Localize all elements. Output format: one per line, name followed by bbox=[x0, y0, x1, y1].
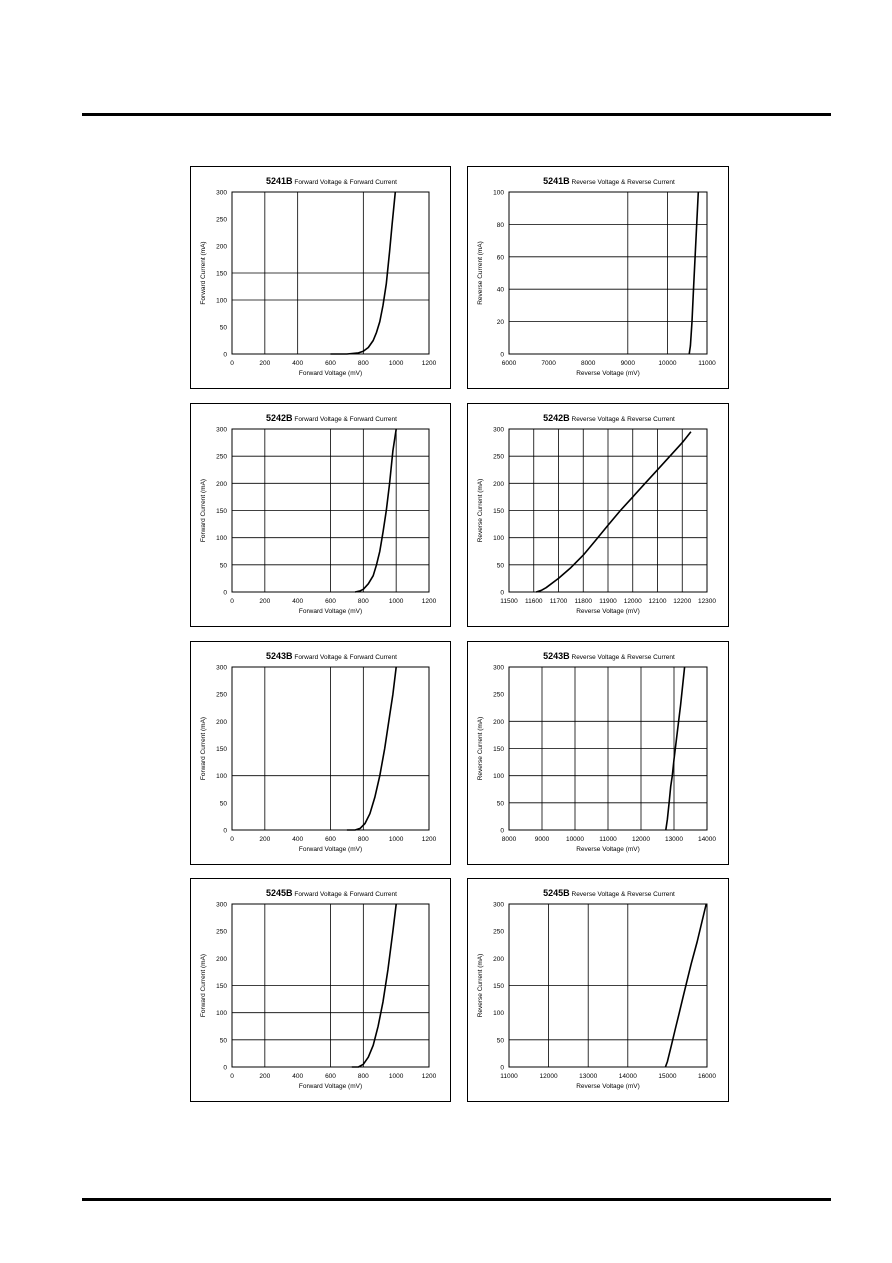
chart-panel-1 bbox=[467, 166, 729, 389]
x-tick-label: 11500 bbox=[500, 598, 518, 605]
x-tick-label: 16000 bbox=[697, 1073, 717, 1080]
x-tick-label: 200 bbox=[259, 836, 271, 843]
y-tick-label: 50 bbox=[219, 324, 227, 332]
x-tick-label: 10000 bbox=[658, 360, 677, 367]
x-tick-label: 200 bbox=[259, 360, 271, 367]
x-tick-label: 0 bbox=[230, 836, 234, 843]
y-tick-label: 50 bbox=[219, 562, 227, 570]
y-tick-label: 250 bbox=[216, 928, 227, 936]
y-tick-label: 150 bbox=[216, 270, 227, 278]
chart-title bbox=[543, 176, 675, 186]
plot-area bbox=[509, 192, 707, 354]
y-tick-label: 250 bbox=[216, 453, 227, 461]
y-tick-label: 200 bbox=[493, 955, 504, 963]
y-tick-label: 300 bbox=[216, 426, 227, 434]
chart-panel-2 bbox=[190, 403, 451, 627]
series-line bbox=[689, 192, 698, 354]
x-tick-label: 12000 bbox=[623, 598, 642, 605]
series-line bbox=[536, 432, 691, 592]
x-tick-label: 11900 bbox=[599, 598, 617, 605]
y-tick-label: 250 bbox=[493, 691, 504, 699]
chart-title-model: 5243B bbox=[543, 651, 570, 661]
x-axis-label: Reverse Voltage (mV) bbox=[576, 846, 640, 853]
x-tick-label: 800 bbox=[357, 836, 369, 843]
chart-title-desc: Reverse Voltage & Reverse Current bbox=[569, 179, 675, 186]
x-tick-label: 600 bbox=[325, 360, 336, 367]
y-tick-label: 50 bbox=[496, 800, 504, 808]
x-tick-label: 1200 bbox=[421, 1073, 437, 1080]
x-tick-label: 15000 bbox=[658, 1073, 677, 1080]
y-tick-label: 200 bbox=[216, 955, 227, 963]
y-tick-label: 150 bbox=[216, 508, 227, 515]
series-line bbox=[347, 667, 396, 830]
header-rule bbox=[82, 113, 831, 116]
chart-panel-4 bbox=[190, 641, 451, 865]
x-tick-label: 14000 bbox=[618, 1073, 637, 1080]
x-tick-label: 200 bbox=[259, 1073, 271, 1080]
chart-title-desc: Forward Voltage & Forward Current bbox=[292, 891, 397, 898]
x-tick-label: 400 bbox=[292, 360, 304, 367]
chart-title bbox=[266, 413, 397, 423]
y-axis-label: Forward Current (mA) bbox=[200, 716, 207, 781]
y-axis-label: Reverse Current (mA) bbox=[477, 241, 484, 305]
y-tick-label: 100 bbox=[493, 535, 504, 543]
chart-title-desc: Reverse Voltage & Reverse Current bbox=[569, 416, 675, 423]
y-tick-label: 250 bbox=[216, 216, 227, 224]
chart-panel-3 bbox=[467, 403, 729, 627]
x-tick-label: 600 bbox=[325, 1073, 336, 1080]
x-tick-label: 13000 bbox=[664, 836, 684, 843]
x-tick-label: 12300 bbox=[697, 598, 717, 605]
chart-title bbox=[543, 888, 675, 898]
x-tick-label: 800 bbox=[357, 1073, 369, 1080]
y-tick-label: 200 bbox=[216, 480, 227, 488]
y-tick-label: 300 bbox=[216, 901, 227, 909]
y-tick-label: 0 bbox=[500, 1064, 504, 1072]
x-tick-label: 6000 bbox=[501, 360, 517, 367]
y-tick-label: 200 bbox=[493, 480, 504, 488]
x-tick-label: 11700 bbox=[549, 598, 568, 605]
x-tick-label: 1200 bbox=[421, 360, 437, 367]
x-axis-label: Reverse Voltage (mV) bbox=[576, 370, 640, 377]
x-tick-label: 0 bbox=[230, 360, 234, 367]
y-tick-label: 100 bbox=[493, 1010, 504, 1018]
x-tick-label: 0 bbox=[230, 1073, 234, 1080]
y-tick-label: 0 bbox=[500, 351, 504, 359]
y-tick-label: 150 bbox=[493, 983, 504, 990]
y-tick-label: 50 bbox=[219, 800, 227, 808]
x-tick-label: 600 bbox=[325, 836, 336, 843]
x-tick-label: 11800 bbox=[574, 598, 593, 605]
chart-title bbox=[266, 888, 397, 898]
x-tick-label: 12200 bbox=[673, 598, 692, 605]
y-tick-label: 50 bbox=[496, 562, 504, 570]
x-axis-label: Reverse Voltage (mV) bbox=[576, 1083, 640, 1090]
x-tick-label: 1200 bbox=[421, 598, 437, 605]
x-tick-label: 200 bbox=[259, 598, 271, 605]
chart-title-desc: Reverse Voltage & Reverse Current bbox=[569, 654, 675, 661]
x-tick-label: 1000 bbox=[388, 360, 404, 367]
y-tick-label: 200 bbox=[216, 718, 227, 726]
x-tick-label: 1000 bbox=[388, 598, 404, 605]
chart-title-model: 5243B bbox=[266, 651, 293, 661]
x-tick-label: 11000 bbox=[698, 360, 716, 367]
y-tick-label: 100 bbox=[216, 773, 227, 781]
x-tick-label: 400 bbox=[292, 1073, 304, 1080]
y-tick-label: 200 bbox=[493, 718, 504, 726]
y-tick-label: 300 bbox=[216, 189, 227, 197]
x-tick-label: 0 bbox=[230, 598, 234, 605]
y-tick-label: 60 bbox=[496, 254, 504, 262]
x-tick-label: 400 bbox=[292, 836, 304, 843]
chart-panel-7 bbox=[467, 878, 729, 1102]
y-axis-label: Reverse Current (mA) bbox=[477, 478, 484, 543]
x-axis-label: Forward Voltage (mV) bbox=[298, 370, 363, 377]
x-axis-label: Reverse Voltage (mV) bbox=[576, 608, 640, 615]
footer-rule bbox=[82, 1198, 831, 1201]
chart-title-desc: Forward Voltage & Forward Current bbox=[292, 179, 397, 186]
y-tick-label: 0 bbox=[500, 589, 504, 597]
y-tick-label: 200 bbox=[216, 243, 227, 251]
x-tick-label: 12000 bbox=[631, 836, 651, 843]
x-tick-label: 14000 bbox=[697, 836, 717, 843]
y-tick-label: 80 bbox=[496, 221, 504, 229]
y-tick-label: 100 bbox=[216, 535, 227, 543]
x-tick-label: 11000 bbox=[500, 1073, 518, 1080]
y-tick-label: 0 bbox=[223, 351, 227, 359]
chart-panel-0 bbox=[190, 166, 451, 389]
x-tick-label: 12100 bbox=[648, 598, 667, 605]
x-tick-label: 7000 bbox=[541, 360, 556, 367]
chart-title bbox=[543, 651, 675, 661]
y-axis-label: Forward Current (mA) bbox=[200, 241, 207, 305]
y-tick-label: 50 bbox=[219, 1037, 227, 1045]
y-tick-label: 300 bbox=[493, 664, 504, 672]
chart-panel-5 bbox=[467, 641, 729, 865]
y-tick-label: 150 bbox=[493, 508, 504, 515]
y-tick-label: 300 bbox=[493, 426, 504, 434]
x-tick-label: 1200 bbox=[421, 836, 437, 843]
y-tick-label: 150 bbox=[216, 983, 227, 990]
chart-title-model: 5242B bbox=[266, 413, 293, 423]
x-tick-label: 9000 bbox=[534, 836, 550, 843]
y-tick-label: 100 bbox=[493, 189, 504, 197]
chart-title-model: 5245B bbox=[266, 888, 293, 898]
y-tick-label: 100 bbox=[493, 773, 504, 781]
chart-title-model: 5241B bbox=[543, 176, 570, 186]
y-tick-label: 0 bbox=[223, 1064, 227, 1072]
chart-title-model: 5245B bbox=[543, 888, 570, 898]
y-tick-label: 150 bbox=[216, 746, 227, 753]
x-axis-label: Forward Voltage (mV) bbox=[298, 608, 363, 615]
x-tick-label: 1000 bbox=[388, 836, 404, 843]
y-tick-label: 250 bbox=[216, 691, 227, 699]
y-tick-label: 40 bbox=[496, 286, 504, 294]
chart-title-desc: Forward Voltage & Forward Current bbox=[292, 416, 397, 423]
y-tick-label: 300 bbox=[493, 901, 504, 909]
x-tick-label: 9000 bbox=[620, 360, 636, 367]
y-tick-label: 0 bbox=[500, 827, 504, 835]
x-axis-label: Forward Voltage (mV) bbox=[298, 1083, 363, 1090]
y-tick-label: 50 bbox=[496, 1037, 504, 1045]
x-tick-label: 1000 bbox=[388, 1073, 404, 1080]
x-tick-label: 11000 bbox=[599, 836, 617, 843]
y-tick-label: 20 bbox=[496, 319, 504, 327]
y-tick-label: 0 bbox=[223, 827, 227, 835]
x-tick-label: 400 bbox=[292, 598, 304, 605]
x-tick-label: 11600 bbox=[524, 598, 543, 605]
y-tick-label: 0 bbox=[223, 589, 227, 597]
y-tick-label: 100 bbox=[216, 1010, 227, 1018]
x-tick-label: 13000 bbox=[579, 1073, 598, 1080]
chart-title-desc: Forward Voltage & Forward Current bbox=[292, 654, 397, 661]
y-tick-label: 300 bbox=[216, 664, 227, 672]
y-axis-label: Reverse Current (mA) bbox=[477, 716, 484, 781]
y-tick-label: 150 bbox=[493, 746, 504, 753]
chart-title bbox=[266, 176, 397, 186]
x-tick-label: 800 bbox=[357, 598, 369, 605]
x-tick-label: 8000 bbox=[580, 360, 596, 367]
chart-title-desc: Reverse Voltage & Reverse Current bbox=[569, 891, 675, 898]
x-axis-label: Forward Voltage (mV) bbox=[298, 846, 363, 853]
chart-title bbox=[266, 651, 397, 661]
y-axis-label: Forward Current (mA) bbox=[200, 478, 207, 543]
x-tick-label: 12000 bbox=[539, 1073, 558, 1080]
y-axis-label: Reverse Current (mA) bbox=[477, 953, 484, 1018]
chart-title-model: 5241B bbox=[266, 176, 293, 186]
y-tick-label: 250 bbox=[493, 928, 504, 936]
y-axis-label: Forward Current (mA) bbox=[200, 953, 207, 1018]
x-tick-label: 8000 bbox=[501, 836, 517, 843]
x-tick-label: 10000 bbox=[565, 836, 585, 843]
chart-panel-6 bbox=[190, 878, 451, 1102]
x-tick-label: 800 bbox=[357, 360, 369, 367]
chart-title bbox=[543, 413, 675, 423]
x-tick-label: 600 bbox=[325, 598, 336, 605]
y-tick-label: 100 bbox=[216, 297, 227, 305]
y-tick-label: 250 bbox=[493, 453, 504, 461]
chart-title-model: 5242B bbox=[543, 413, 570, 423]
